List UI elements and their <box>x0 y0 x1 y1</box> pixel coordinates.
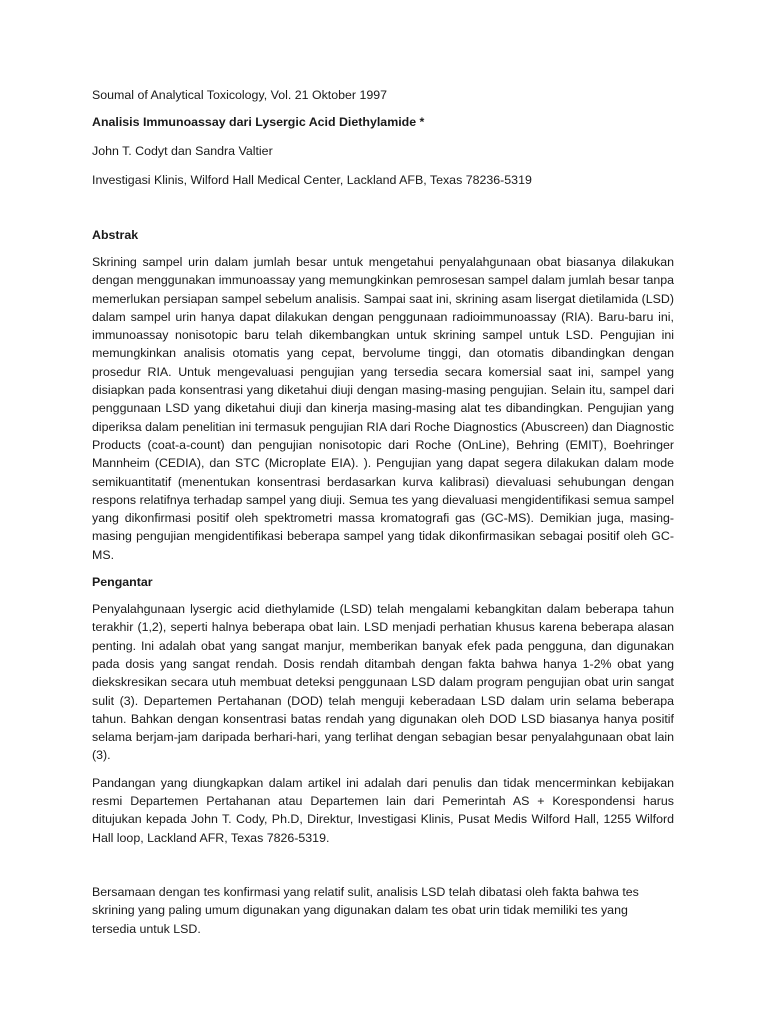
article-title: Analisis Immunoassay dari Lysergic Acid Diethylamide * <box>92 115 425 129</box>
abstract-heading: Abstrak <box>92 228 139 242</box>
introduction-heading: Pengantar <box>92 575 153 590</box>
abstract-paragraph: Skrining sampel urin dalam jumlah besar untuk mengetahui penyalahgunaan obat biasanya dilakukan dengan menggunakan immunoassay yang memungkinkan pemrosesan sampel dalam jumlah besar tanpa memerlukan persiapan sampel sebelum analisis. Sampai saat ini, skrining asam lisergat dietilamida (LSD) dalam sampel urin hanya dapat dilakukan dengan penggunaan radioimmunoassay (RIA). Baru-baru ini, immunoassay nonisotopic baru telah dikembangkan untuk skrining sampel untuk LSD. Pengujian ini memungkinkan analisis otomatis yang cepat, bervolume tinggi, dan otomatis dibandingkan dengan prosedur RIA. Untuk mengevaluasi pengujian yang tersedia secara komersial saat ini, sampel yang disiapkan pada konsentrasi yang diketahui diuji dengan masing-masing pengujian. Selain itu, sampel dari penggunaan LSD yang diketahui diuji dan kinerja masing-masing alat tes dibandingkan. Pengujian yang diperiksa dalam penelitian ini termasuk pengujian RIA dari Roche Diagnostics (Abuscreen) dan Diagnostic Products (coat-a-count) dan pengujian nonisotopic dari Roche (OnLine), Behring (EMIT), Boehringer Mannheim (CEDIA), dan STC (Microplate EIA). ). Pengujian yang dapat segera dilakukan dalam mode semikuantitatif (menentukan konsentrasi berdasarkan kurva kalibrasi) dievaluasi sehubungan dengan respons relatifnya terhadap sampel yang diuji. Semua tes yang dievaluasi mengidentifikasi semua sampel yang dikonfirmasi positif oleh spektrometri massa kromatografi gas (GC-MS). Demikian juga, masing-masing pengujian mengidentifikasi beberapa sampel yang tidak dikonfirmasikan sebagai positif oleh GC-MS. <box>92 255 675 562</box>
disclaimer-paragraph: Pandangan yang diungkapkan dalam artikel ini adalah dari penulis dan tidak mencerminkan kebijakan resmi Departemen Pertahanan atau Departemen lain dari Pemerintah AS + Korespondensi harus ditujukan kepada John T. Cody, Ph.D, Direktur, Investigasi Klinis, Pusat Medis Wilford Hall, 1255 Wilford Hall loop, Lackland AFR, Texas 7826-5319. <box>92 775 674 845</box>
document-content <box>92 86 674 938</box>
introduction-paragraph-3: Bersamaan dengan tes konfirmasi yang relatif sulit, analisis LSD telah dibatasi oleh fakta bahwa tes skrining yang paling umum digunakan yang digunakan dalam tes obat urin tidak memiliki tes yang tersedia untuk LSD. <box>92 884 639 936</box>
introduction-paragraph-1: Penyalahgunaan lysergic acid diethylamide (LSD) telah mengalami kebangkitan dalam beberapa tahun terakhir (1,2), seperti halnya beberapa obat lain. LSD menjadi perhatian khusus karena beberapa alasan penting. Ini adalah obat yang sangat manjur, memberikan banyak efek pada pengguna, dan digunakan pada dosis yang sangat rendah. Dosis rendah ditambah dengan fakta bahwa hanya 1-2% obat yang diekskresikan secara utuh membuat deteksi penggunaan LSD dalam program pengujian obat urin sangat sulit (3). Departemen Pertahanan (DOD) telah menguji keberadaan LSD dalam urin selama beberapa tahun. Bahkan dengan konsentrasi batas rendah yang digunakan oleh DOD LSD biasanya hanya positif selama berjam-jam daripada berhari-hari, yang terlihat dengan sebagian besar penyalahgunaan obat lain (3). <box>92 602 674 763</box>
affiliation-line: Investigasi Klinis, Wilford Hall Medical Center, Lackland AFB, Texas 78236-5319 <box>92 173 532 187</box>
journal-line: Soumal of Analytical Toxicology, Vol. 21 Oktober 1997 <box>92 88 388 102</box>
author-line: John T. Codyt dan Sandra Valtier <box>92 144 273 158</box>
